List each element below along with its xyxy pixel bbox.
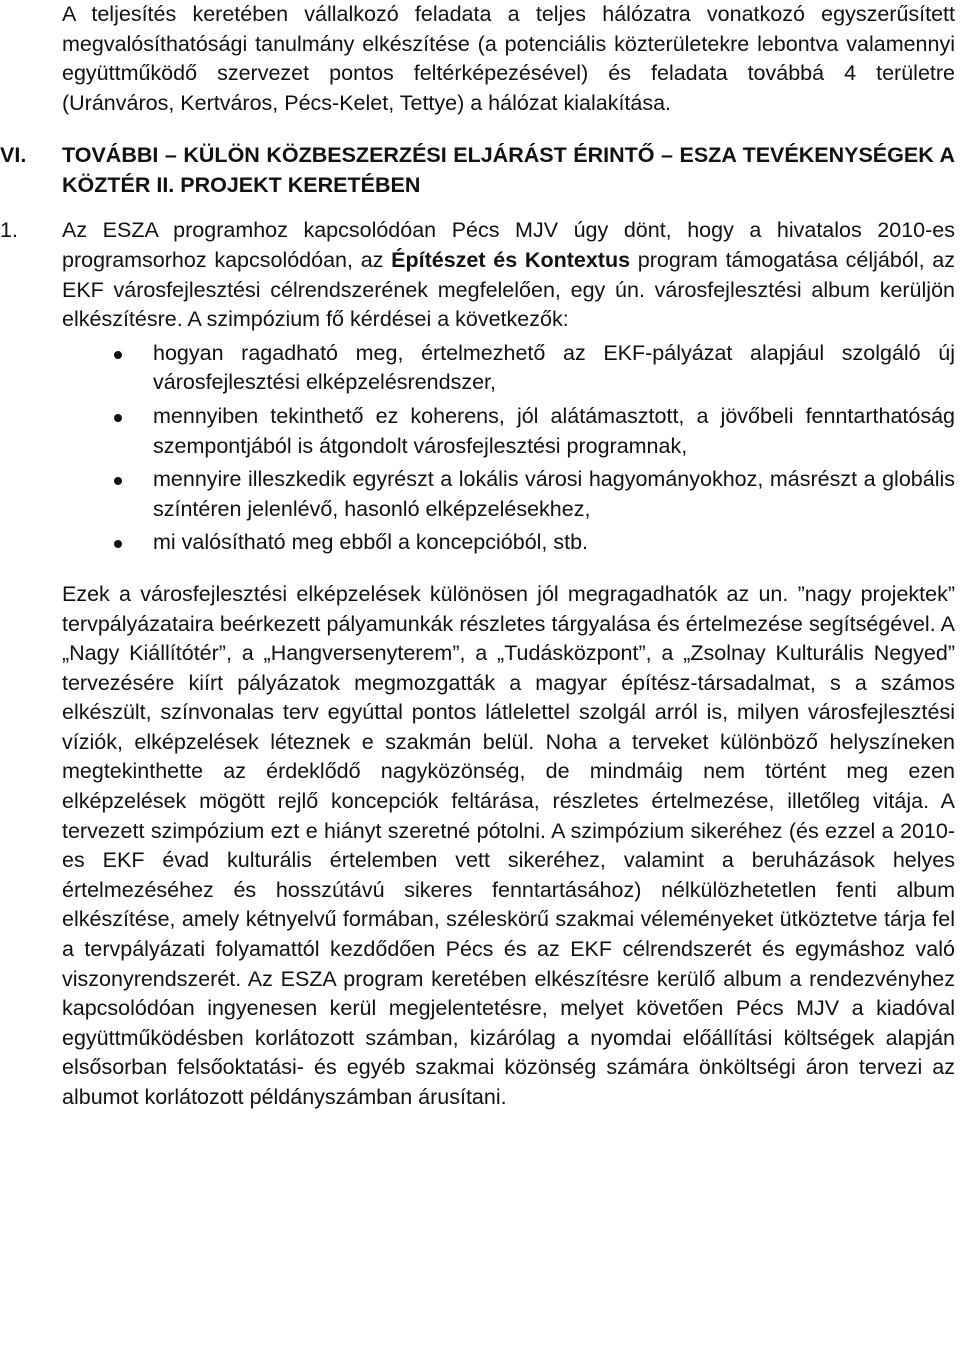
item-text-before: Az ESZA programhoz kapcsolódóan Pécs MJV úgy dönt, hogy a hivatalos 2010-es programsorhoz kapcsolódóan, az bbox=[62, 218, 955, 272]
numbered-paragraph-1 bbox=[0, 216, 955, 334]
list-item bbox=[62, 339, 955, 398]
list-item-text: mi valósítható meg ebből a koncepcióból, stb. bbox=[153, 530, 589, 555]
section-title: TOVÁBBI – KÜLÖN KÖZBESZERZÉSI ELJÁRÁST ÉRINTŐ – ESZA TEVÉKENYSÉGEK A KÖZTÉR II. PROJEKT KERETÉBEN bbox=[62, 143, 955, 198]
section-number: VI. bbox=[0, 143, 27, 168]
bullet-icon bbox=[114, 477, 122, 485]
bullet-icon bbox=[114, 351, 122, 359]
section-heading bbox=[0, 140, 955, 200]
list-item bbox=[62, 465, 955, 524]
list-item bbox=[62, 402, 955, 461]
item-text-after: program támogatása céljából, az EKF városfejlesztési célrendszerének megfelelően, egy ún. városfejlesztési album kerüljön elkészítésre. A szimpózium fő kérdései a következők: bbox=[62, 247, 955, 332]
list-item-text: mennyire illeszkedik egyrészt a lokális városi hagyományokhoz, másrészt a globális színtéren jelenlévő, hasonló elképzelésekhez, bbox=[153, 467, 955, 521]
bullet-icon bbox=[114, 414, 122, 422]
item-number: 1. bbox=[0, 218, 18, 243]
list-item bbox=[62, 528, 955, 558]
list-item-text: hogyan ragadható meg, értelmezhető az EKF-pályázat alapjául szolgáló új városfejlesztési elképzelésrendszer, bbox=[153, 340, 955, 395]
closing-paragraph: Ezek a városfejlesztési elképzelések különösen jól megragadhatók az un. ”nagy projektek” tervpályázataira beérkezett pályamunkák részletes tárgyalása és értelmezése segítségével. A „Nagy Kiállítótér”, a „Hangversenyterem”, a „Tudásközpont”, a „Zsolnay Kulturális Negyed” tervezésére kiírt pályázatok megmozgatták a magyar építész-társadalmat, s a számos elkészült, színvonalas terv egyúttal pontos látlelettel szolgál arról is, milyen városfejlesztési víziók, elképzelések léteznek e szakmán belül. Noha a terveket különböző helyszíneken megtekinthette az érdeklődő nagyközönség, de mindmáig nem történt meg ezen elképzelések mögött rejlő koncepciók feltárása, részletes értelmezése, illetőleg vitája. A tervezett szimpózium ezt e hiányt szeretné pótolni. A szimpózium sikeréhez (és ezzel a 2010-es EKF évad kulturális értelemben vett sikeréhez, valamint a beruházások helyes értelmezéséhez és hosszútávú sikeres fenntartásához) nélkülözhetetlen fenti album elkészítése, amely kétnyelvű formában, széleskörű szakmai véleményeket ütköztetve tárja fel a tervpályázati folyamattól kezdődően Pécs és az EKF célrendszerét és egymáshoz való viszonyrendszerét. Az ESZA program keretében elkészítésre kerülő album a rendezvényhez kapcsolódóan ingyenesen kerül megjelentetésre, melyet követően Pécs MJV a kiadóval együttműködésben korlátozott számban, kizárólag a nyomdai előállítási költségek alapján elsősorban felsőoktatási- és egyéb szakmai közönség számára önköltségi áron tervezi az albumot korlátozott példányszámban árusítani. bbox=[62, 581, 955, 1109]
bullet-icon bbox=[114, 540, 122, 548]
program-name-bold: Építészet és Kontextus bbox=[391, 247, 631, 272]
list-item-text: mennyiben tekinthető ez koherens, jól alátámasztott, a jövőbeli fenntarthatóság szempontjából is átgondolt városfejlesztési programnak, bbox=[153, 403, 955, 458]
intro-paragraph: A teljesítés keretében vállalkozó feladata a teljes hálózatra vonatkozó egyszerűsített megvalósíthatósági tanulmány elkészítése (a potenciális közterületekre lebontva valamennyi együttműködő szervezet pontos feltérképezésével) és feladata továbbá 4 területre (Uránváros, Kertváros, Pécs-Kelet, Tettye) a hálózat kialakítása. bbox=[62, 2, 955, 115]
question-list bbox=[62, 339, 955, 558]
